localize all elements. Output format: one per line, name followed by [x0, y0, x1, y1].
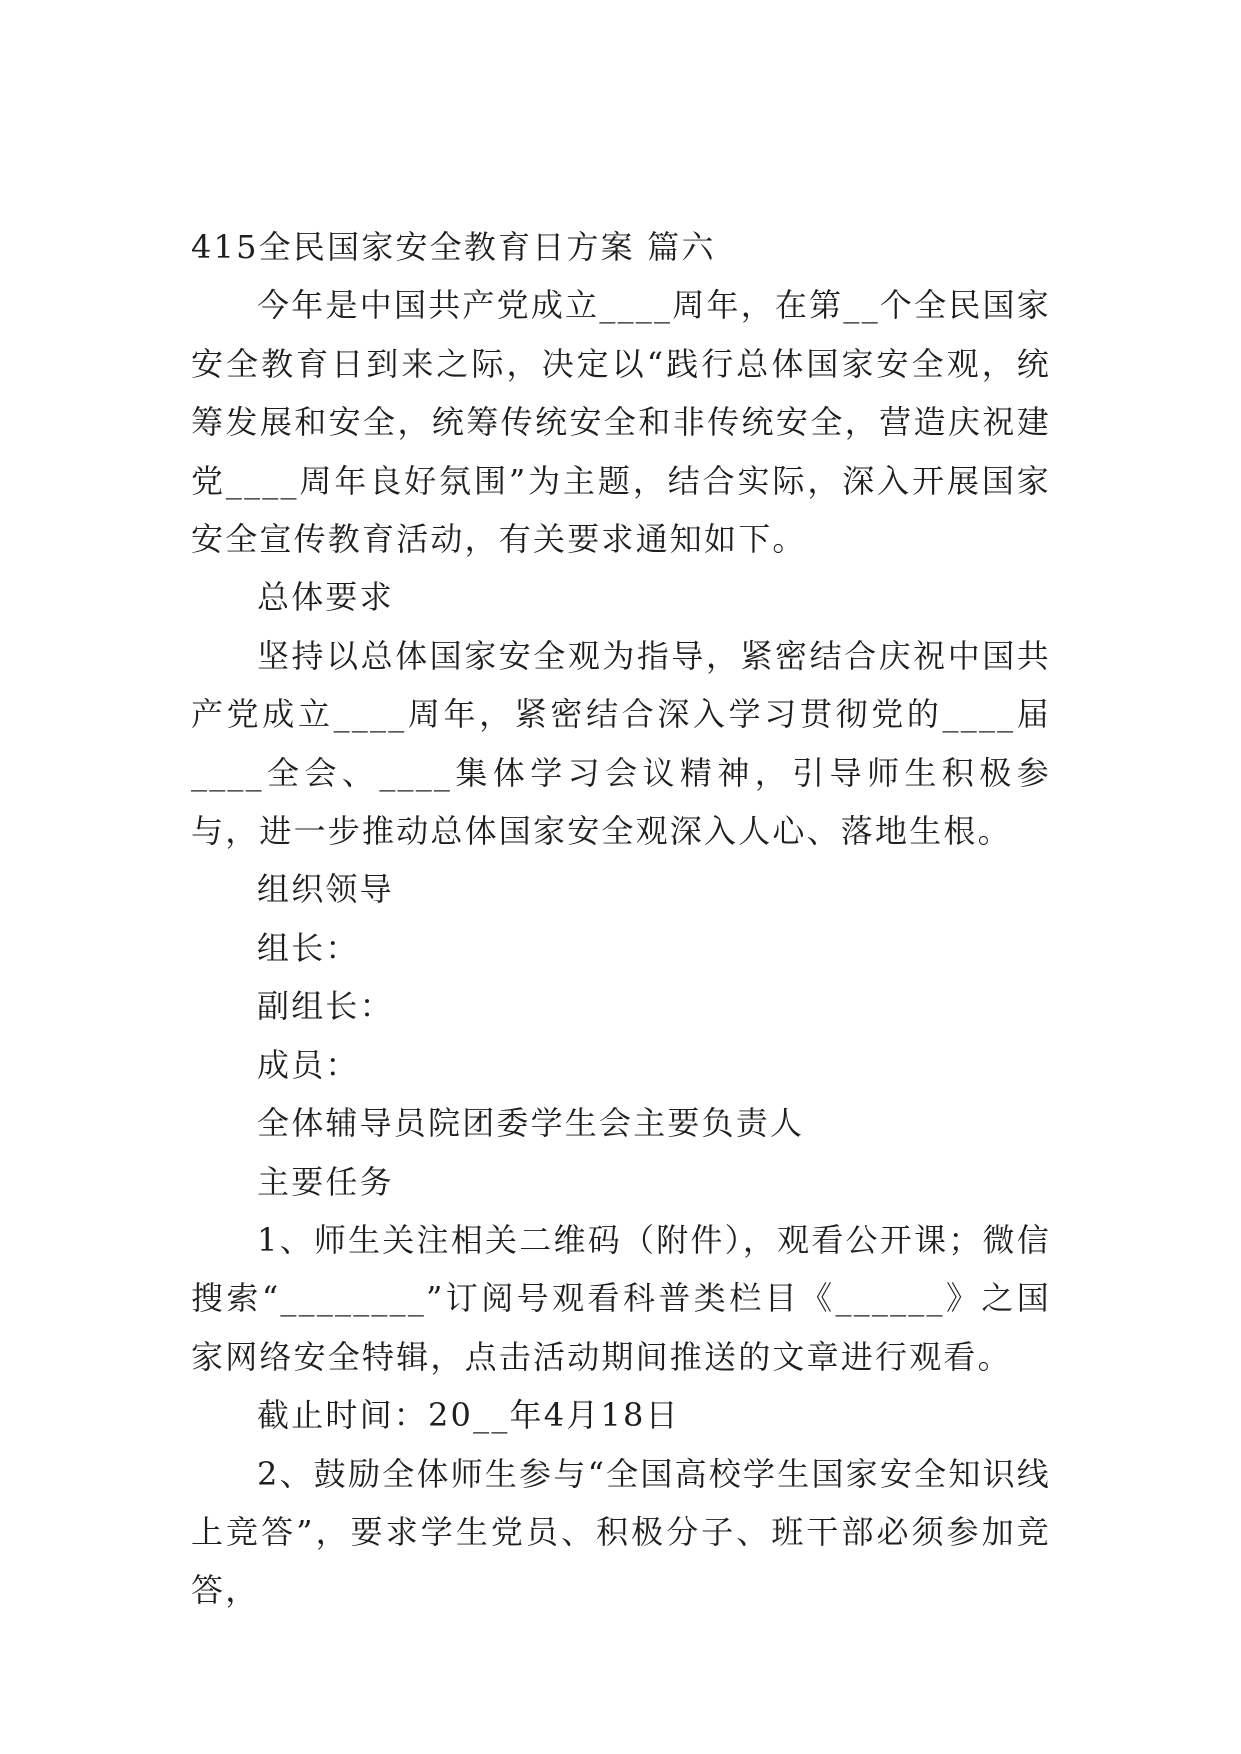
paragraph-task-2: 2、鼓励全体师生参与“全国高校学生国家安全知识线上竞答”，要求学生党员、积极分子、班干部必须参加竞答，: [191, 1454, 1051, 1610]
line-members: 成员：: [257, 1045, 360, 1084]
document-title: 415全民国家安全教育日方案 篇六: [191, 228, 716, 266]
section-heading-general-requirements: 总体要求: [257, 578, 394, 617]
document-body: [191, 218, 1051, 1620]
section-heading-organization: 组织领导: [257, 870, 394, 909]
paragraph-general-requirements: 坚持以总体国家安全观为指导，紧密结合庆祝中国共产党成立____周年，紧密结合深入学习贯彻党的____届____全会、____集体学习会议精神，引导师生积极参与，进一步推动总体国家安全观深入人心、落地生根。: [191, 636, 1051, 851]
line-deputy-leader: 副组长：: [257, 987, 394, 1026]
line-team-leader: 组长：: [257, 928, 360, 967]
paragraph-intro: 今年是中国共产党成立____周年，在第__个全民国家安全教育日到来之际，决定以“践行总体国家安全观，统筹发展和安全，统筹传统安全和非传统安全，营造庆祝建党____周年良好氛围”为主题，结合实际，深入开展国家安全宣传教育活动，有关要求通知如下。: [191, 286, 1051, 559]
line-deadline: 截止时间：20__年4月18日: [257, 1396, 680, 1435]
paragraph-task-1: 1、师生关注相关二维码（附件），观看公开课；微信搜索“________”订阅号观看科普类栏目《______》之国家网络安全特辑，点击活动期间推送的文章进行观看。: [191, 1220, 1051, 1376]
line-members-detail: 全体辅导员院团委学生会主要负责人: [257, 1104, 805, 1143]
section-heading-main-tasks: 主要任务: [257, 1162, 394, 1201]
